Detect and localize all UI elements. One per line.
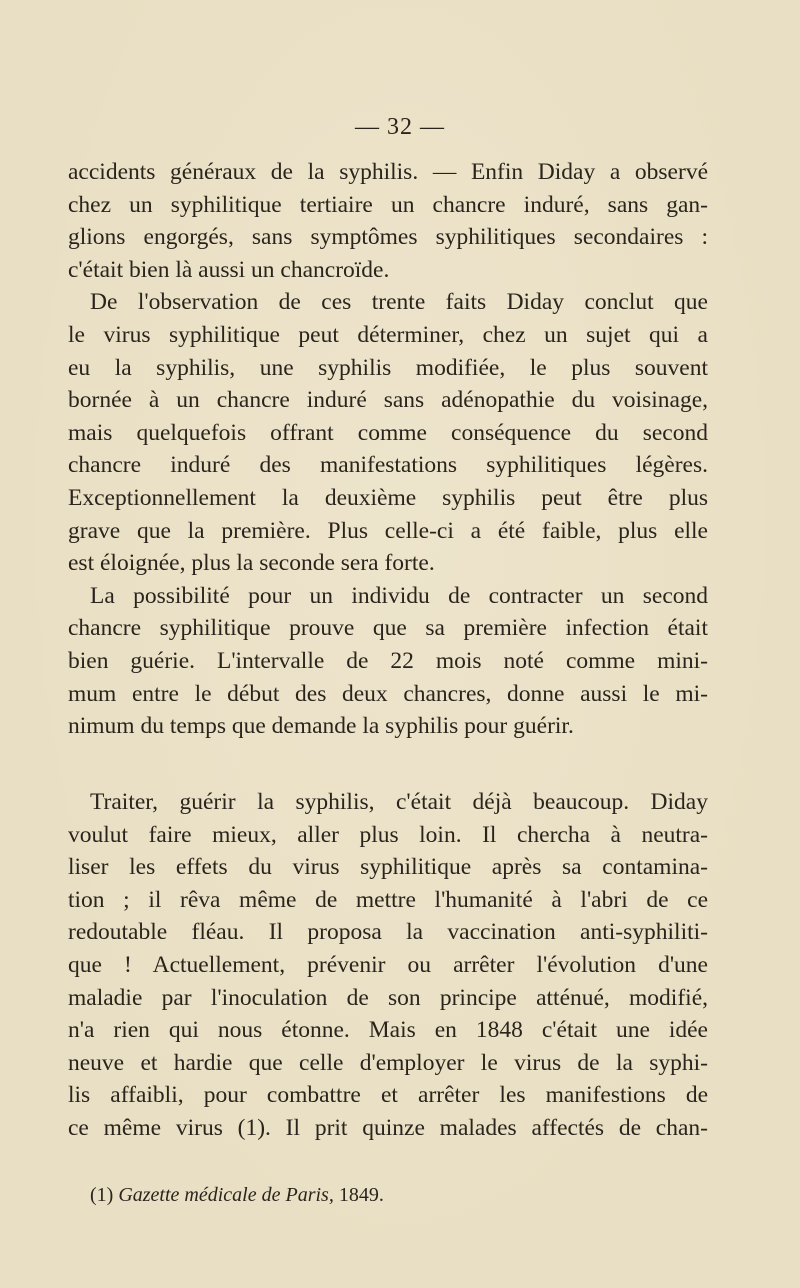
footnote-journal: Gazette médicale de Paris, (118, 1184, 334, 1206)
text-line: neuve et hardie que celle d'employer le virus de la syphi- (68, 1049, 708, 1076)
text-line: chancre syphilitique prouve que sa première infection était (68, 615, 708, 642)
text-line: bien guérie. L'intervalle de 22 mois noté comme mini- (68, 647, 708, 674)
text-line: chez un syphilitique tertiaire un chancre induré, sans gan- (68, 191, 708, 218)
text-line: La possibilité pour un individu de contracter un second (90, 582, 708, 609)
text-line: eu la syphilis, une syphilis modifiée, le plus souvent (68, 354, 708, 381)
text-line: c'était bien là aussi un chancroïde. (68, 256, 390, 283)
text-line: ce même virus (1). Il prit quinze malades affectés de chan- (68, 1114, 708, 1141)
text-line: n'a rien qui nous étonne. Mais en 1848 c'était une idée (68, 1017, 708, 1044)
paragraph (68, 580, 708, 743)
text-line: que ! Actuellement, prévenir ou arrêter l'évolution d'une (68, 951, 708, 978)
text-line: voulut faire mieux, aller plus loin. Il chercha à neutra- (68, 821, 708, 848)
footnote (90, 1184, 384, 1207)
paragraph (68, 786, 708, 1145)
footnote-year: 1849. (338, 1184, 384, 1206)
paragraph (68, 156, 708, 286)
text-line: mais quelquefois offrant comme conséquence du second (68, 419, 708, 446)
text-block-lower (68, 786, 708, 1145)
text-line: chancre induré des manifestations syphilitiques légères. (68, 452, 708, 479)
text-line: maladie par l'inoculation de son principe atténué, modifié, (68, 984, 708, 1011)
text-line: Traiter, guérir la syphilis, c'était déjà beaucoup. Diday (90, 789, 708, 815)
text-line: mum entre le début des deux chancres, donne aussi le mi- (68, 680, 708, 707)
text-line: glions engorgés, sans symptômes syphilitiques secondaires : (68, 224, 708, 251)
text-line: lis affaibli, pour combattre et arrêter les manifestions de (68, 1082, 708, 1109)
text-line: accidents généraux de la syphilis. — Enfin Diday a observé (68, 159, 708, 185)
text-line: redoutable fléau. Il proposa la vaccination anti-syphiliti- (68, 919, 708, 946)
text-line: grave que la première. Plus celle-ci a été faible, plus elle (68, 517, 708, 544)
text-line: le virus syphilitique peut déterminer, chez un sujet qui a (68, 321, 708, 348)
footnote-marker: (1) (90, 1184, 114, 1206)
text-block-upper (68, 156, 708, 743)
paragraph (68, 286, 708, 579)
text-line: est éloignée, plus la seconde sera forte. (68, 550, 435, 577)
text-line: Exceptionnellement la deuxième syphilis peut être plus (68, 484, 708, 511)
text-line: De l'observation de ces trente faits Diday conclut que (90, 289, 708, 316)
text-line: tion ; il rêva même de mettre l'humanité à l'abri de ce (68, 886, 708, 913)
page-number: — 32 — (355, 114, 445, 140)
text-line: nimum du temps que demande la syphilis pour guérir. (68, 713, 574, 740)
text-line: bornée à un chancre induré sans adénopathie du voisinage, (68, 387, 708, 414)
text-line: liser les effets du virus syphilitique après sa contamina- (68, 854, 708, 881)
